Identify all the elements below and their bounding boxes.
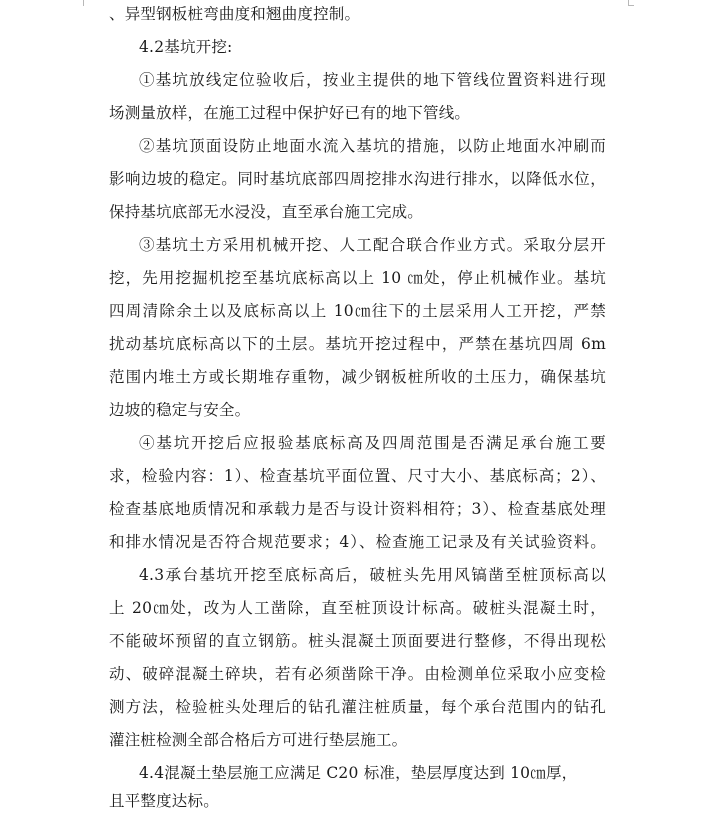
text-line: 检查基底地质情况和承载力是否与设计资料相符；3）、检查基底处理	[109, 500, 606, 518]
text-line: 场测量放样，在施工过程中保护好已有的地下管线。	[109, 104, 471, 122]
section-heading: 4.3承台基坑开挖至底标高后，破桩头先用风镐凿至桩顶标高以	[139, 566, 606, 584]
text-line: 挖，先用挖掘机挖至基坑底标高以上 10 ㎝处，停止机械作业。基坑	[109, 269, 606, 287]
text-line: 和排水情况是否符合规范要求；4）、检查施工记录及有关试验资料。	[109, 533, 606, 551]
text-line: 影响边坡的稳定。同时基坑底部四周挖排水沟进行排水，以降低水位，	[109, 170, 606, 188]
text-line: 动、破碎混凝土碎块，若有必须凿除干净。由检测单位采取小应变检	[109, 665, 606, 683]
text-line: ②基坑顶面设防止地面水流入基坑的措施，以防止地面水冲刷而	[139, 137, 606, 155]
text-line: 范围内堆土方或长期堆存重物，减少钢板桩所收的土压力，确保基坑	[109, 368, 606, 386]
text-line: ④基坑开挖后应报验基底标高及四周范围是否满足承台施工要	[139, 434, 606, 452]
section-heading: 4.2基坑开挖:	[139, 38, 233, 56]
text-line: 边坡的稳定与安全。	[109, 401, 251, 419]
crop-mark-top-left	[83, 0, 84, 6]
text-line: 不能破坏预留的直立钢筋。桩头混凝土顶面要进行整修，不得出现松	[109, 632, 606, 650]
text-line: 保持基坑底部无水浸没，直至承台施工完成。	[109, 203, 424, 221]
crop-mark-top-right-horizontal	[628, 5, 634, 6]
text-line: ①基坑放线定位验收后，按业主提供的地下管线位置资料进行现	[139, 71, 606, 89]
section-heading: 4.4混凝土垫层施工应满足 C20 标准，垫层厚度达到 10㎝厚，	[139, 764, 578, 782]
text-line: 且平整度达标。	[109, 792, 219, 810]
text-line: 、异型钢板桩弯曲度和翘曲度控制。	[109, 5, 361, 23]
text-line: 测方法，检验桩头处理后的钻孔灌注桩质量，每个承台范围内的钻孔	[109, 698, 606, 716]
text-line: 四周清除余土以及底标高以上 10㎝往下的土层采用人工开挖，严禁	[109, 302, 606, 320]
text-line: 上 20㎝处，改为人工凿除，直至桩顶设计标高。破桩头混凝土时，	[109, 599, 606, 617]
text-line: 求，检验内容：1）、检查基坑平面位置、尺寸大小、基底标高；2）、	[109, 467, 606, 485]
text-line: 扰动基坑底标高以下的土层。基坑开挖过程中，严禁在基坑四周 6m	[109, 335, 606, 353]
text-line: 灌注桩检测全部合格后方可进行垫层施工。	[109, 731, 408, 749]
text-line: ③基坑土方采用机械开挖、人工配合联合作业方式。采取分层开	[139, 236, 606, 254]
